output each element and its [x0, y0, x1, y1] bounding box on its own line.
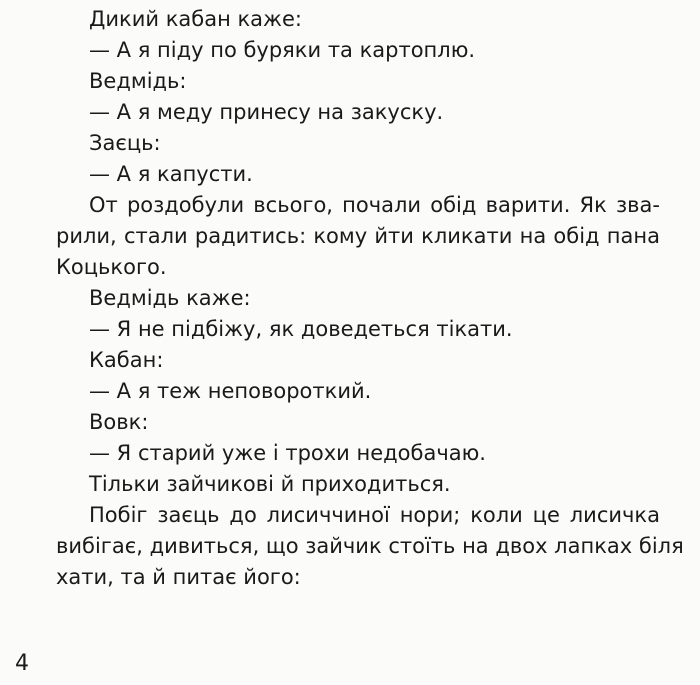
text-line: Ведмідь каже:	[89, 286, 251, 310]
text-line: — А я піду по буряки та картоплю.	[89, 38, 476, 62]
text-line: Дикий кабан каже:	[89, 7, 302, 31]
text-line: — Я старий уже і трохи недобачаю.	[89, 441, 486, 465]
text-line: Побіг заєць до лисиччиної нори; коли це лисичка	[89, 503, 660, 527]
text-line: вибігає, дивиться, що зайчик стоїть на двох лапках біля	[56, 534, 684, 558]
text-line: Заєць:	[89, 131, 161, 155]
text-line: — Я не підбіжу, як доведеться тікати.	[89, 317, 513, 341]
text-line: Коцького.	[56, 255, 167, 279]
page-text	[56, 0, 684, 685]
text-line: Тільки зайчикові й приходиться.	[89, 472, 451, 496]
text-line: Ведмідь:	[89, 69, 187, 93]
text-line: хати, та й питає його:	[56, 565, 301, 589]
text-line: — А я теж неповороткий.	[89, 379, 372, 403]
text-line: Кабан:	[89, 348, 164, 372]
text-line: — А я капусти.	[89, 162, 253, 186]
text-line: — А я меду принесу на закуску.	[89, 100, 444, 124]
text-line: рили, стали радитись: кому йти кликати на обід пана	[56, 224, 660, 248]
text-line: Вовк:	[89, 410, 149, 434]
page-number: 4	[15, 651, 29, 676]
text-line: От роздобули всього, почали обід варити. Як зва-	[89, 193, 660, 217]
